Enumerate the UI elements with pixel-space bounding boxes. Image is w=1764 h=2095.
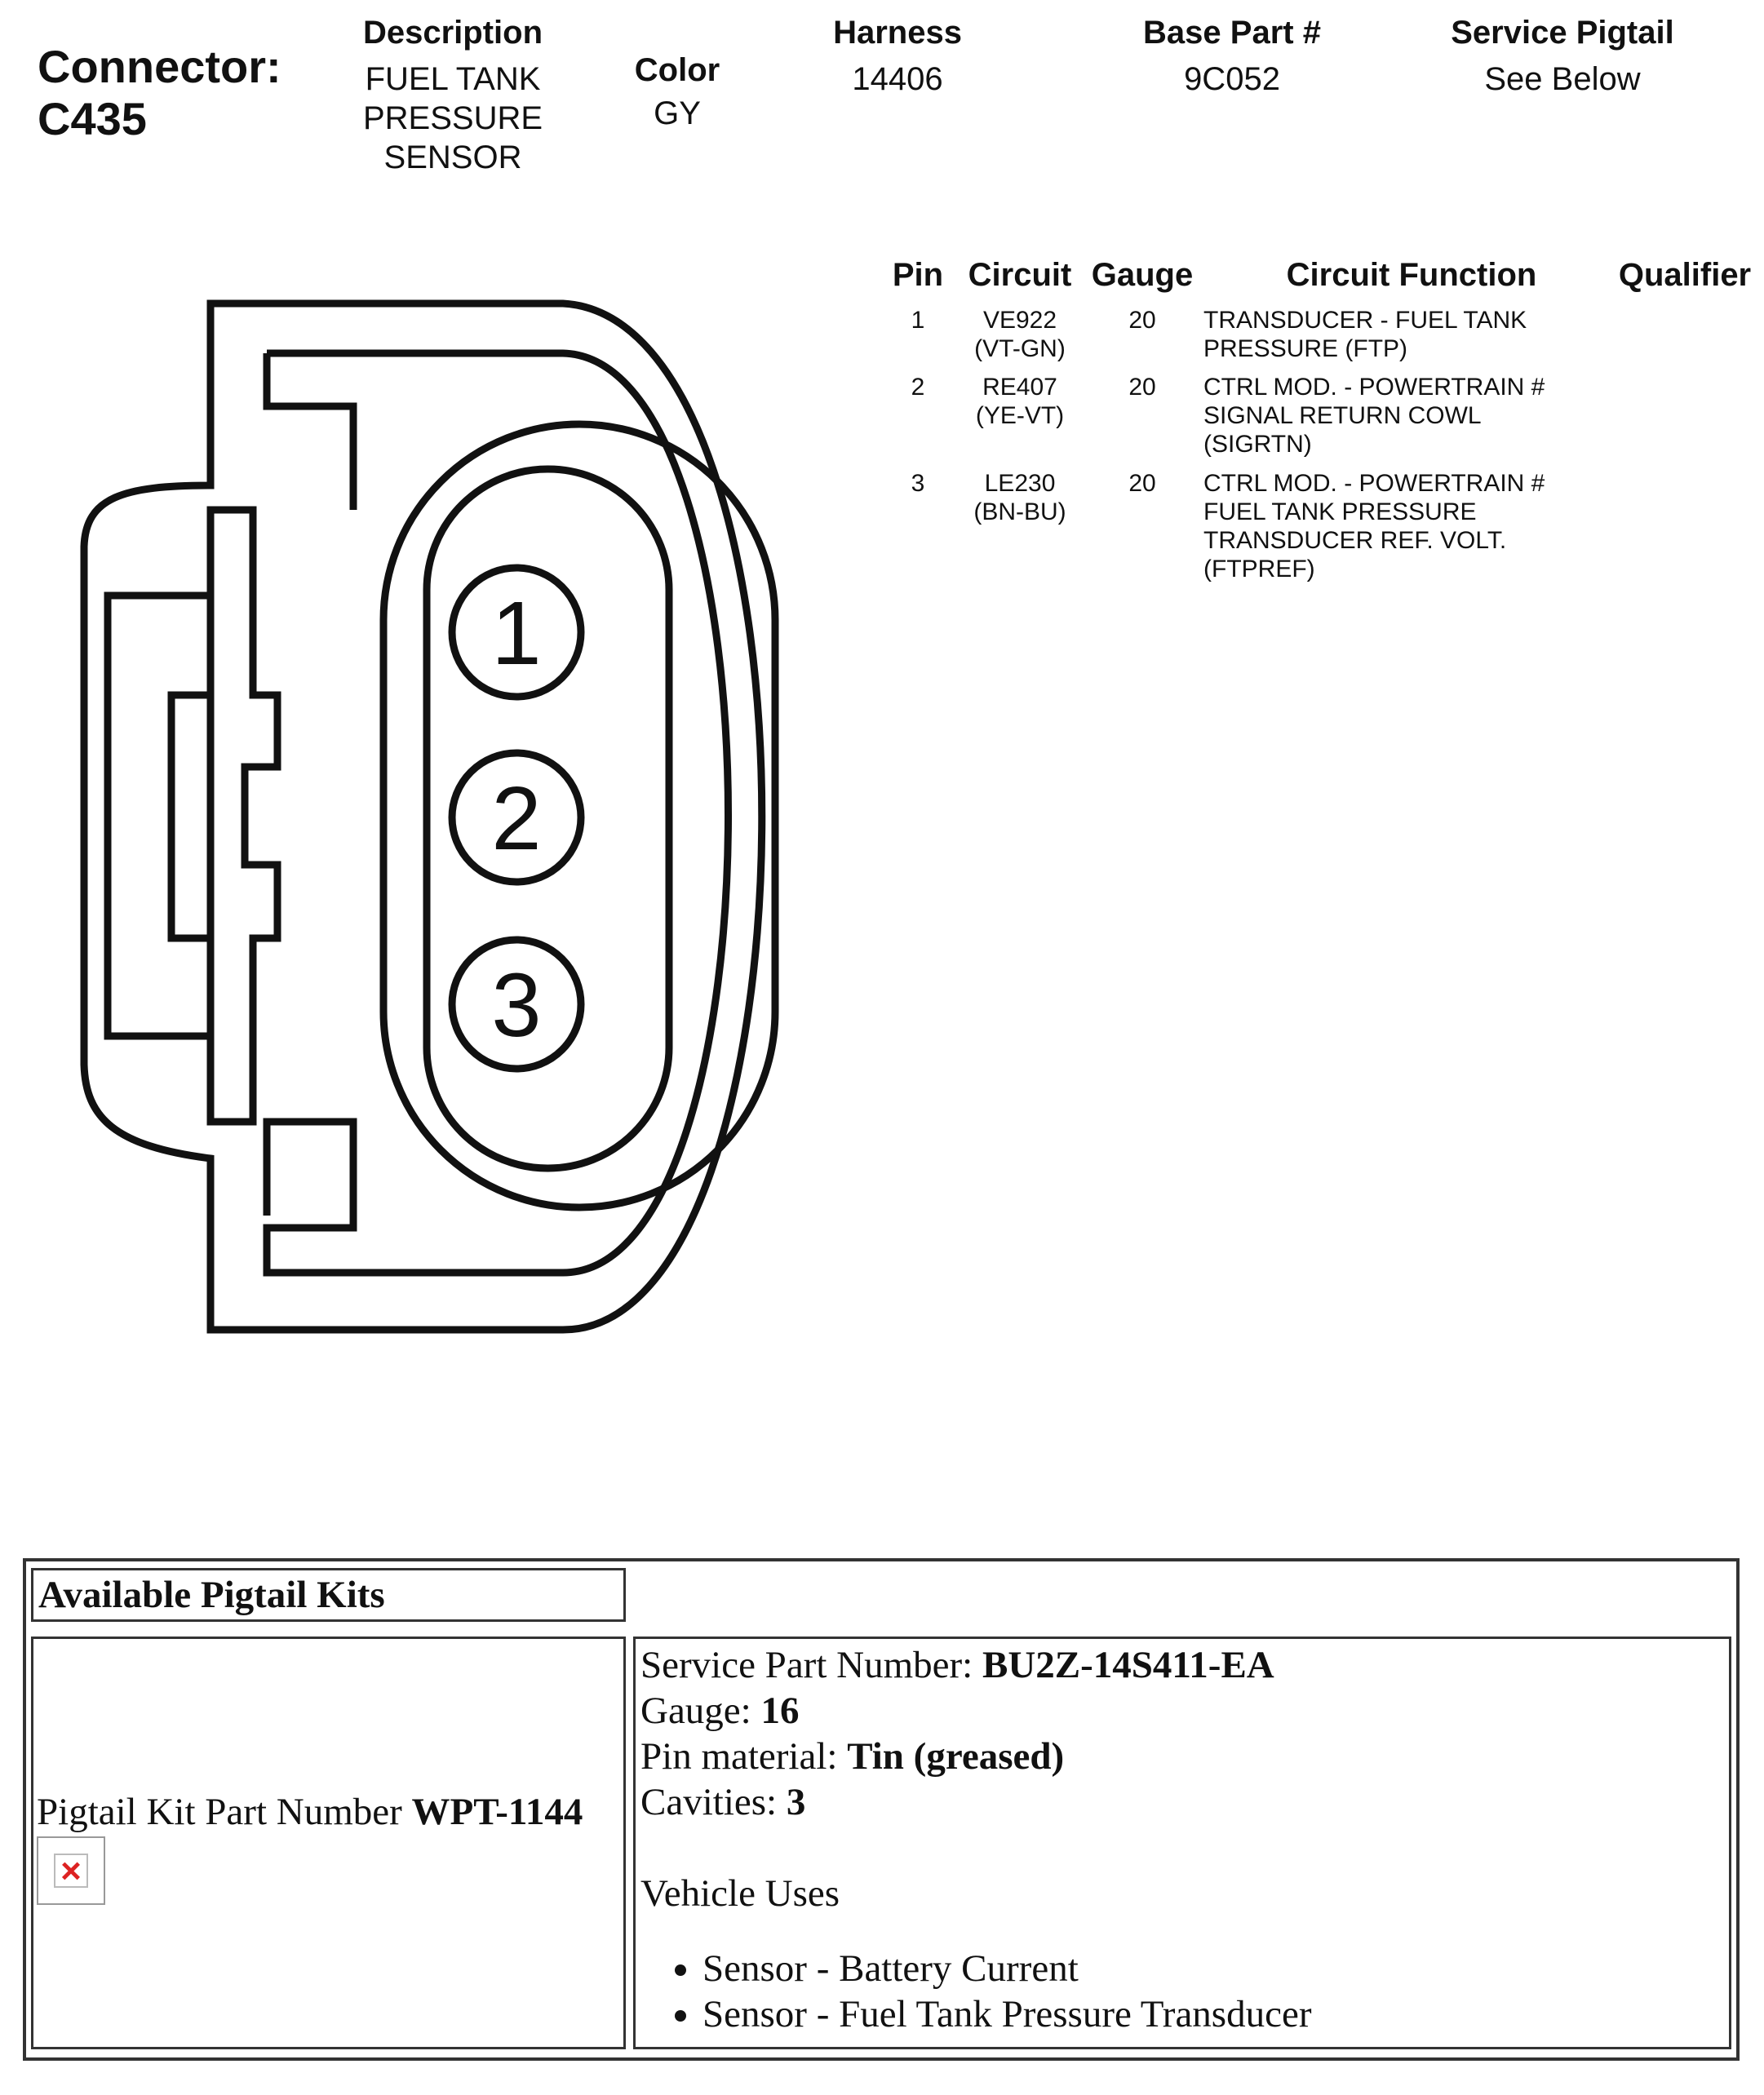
connector-label: Connector: — [38, 41, 281, 92]
function-header: Circuit Function — [1286, 257, 1537, 293]
row-3-pin: 3 — [911, 470, 925, 497]
harness-value: 14406 — [852, 61, 943, 97]
service-pigtail-value: See Below — [1484, 61, 1641, 97]
row-2-wire-color: (YE-VT) — [975, 402, 1065, 429]
close-icon: × — [54, 1854, 88, 1888]
pin-3-label: 3 — [491, 955, 542, 1056]
color-value: GY — [654, 95, 701, 131]
row-1-function — [1203, 306, 1628, 363]
pin-material-line — [640, 1734, 1717, 1779]
list-item: • Sensor - Fuel Tank Pressure Transducer — [702, 1991, 1717, 2037]
cavities-line — [640, 1779, 1717, 1825]
row-2-function-line: CTRL MOD. - POWERTRAIN # — [1203, 374, 1545, 401]
connector-left-rib — [108, 510, 277, 1122]
harness-label: Harness — [833, 15, 962, 51]
row-1-function-line: PRESSURE (FTP) — [1203, 335, 1408, 362]
row-3-function-line: FUEL TANK PRESSURE — [1203, 498, 1477, 525]
pigtail-kit-number: WPT-1144 — [411, 1791, 583, 1833]
vehicle-uses-list — [640, 1946, 1717, 2037]
row-2-function-line: SIGNAL RETURN COWL — [1203, 402, 1482, 429]
row-2-gauge: 20 — [1128, 374, 1156, 401]
color-label: Color — [634, 52, 720, 88]
connector-id: C435 — [38, 93, 147, 144]
pin-material-value: Tin (greased) — [847, 1735, 1065, 1778]
pin-1-label: 1 — [491, 583, 542, 684]
row-1-gauge: 20 — [1128, 307, 1156, 334]
row-3-function-line: (FTPREF) — [1203, 556, 1315, 582]
connector-housing-outline — [84, 303, 762, 1330]
gauge-value: 16 — [760, 1690, 800, 1732]
service-part-label: Service Part Number: — [640, 1644, 973, 1686]
row-1-circuit-id: VE922 — [982, 307, 1057, 334]
row-2-function — [1203, 373, 1628, 458]
row-2-pin: 2 — [911, 374, 925, 401]
pigtail-kit-label: Pigtail Kit Part Number — [37, 1791, 402, 1833]
pin-2-label: 2 — [491, 768, 542, 869]
row-3-gauge: 20 — [1128, 470, 1156, 497]
row-3-function — [1203, 469, 1628, 583]
service-part-value: BU2Z-14S411-EA — [982, 1644, 1274, 1686]
pigtail-kit-line — [37, 1789, 583, 1835]
cavities-label: Cavities: — [640, 1781, 778, 1823]
row-1-wire-color: (VT-GN) — [974, 335, 1066, 362]
list-item: • Sensor - Battery Current — [702, 1946, 1717, 1991]
row-1-function-line: TRANSDUCER - FUEL TANK — [1203, 307, 1527, 334]
base-part-label: Base Part # — [1143, 15, 1321, 51]
row-3-function-line: TRANSDUCER REF. VOLT. — [1203, 527, 1507, 554]
gauge-line — [640, 1688, 1717, 1734]
pigtail-kits-table — [23, 1558, 1740, 2061]
cavities-value: 3 — [786, 1781, 806, 1823]
circuit-header: Circuit — [968, 257, 1072, 293]
pin-material-label: Pin material: — [640, 1735, 838, 1778]
row-3-circuit — [959, 469, 1081, 526]
description-line-3: SENSOR — [383, 140, 522, 175]
service-pigtail-column — [1412, 15, 1713, 99]
base-part-value: 9C052 — [1184, 61, 1280, 97]
qualifier-header: Qualifier — [1618, 257, 1752, 293]
broken-image-icon — [37, 1836, 105, 1905]
row-3-circuit-id: LE230 — [984, 470, 1056, 497]
connector-diagram — [0, 0, 898, 1371]
description-line-2: PRESSURE — [362, 100, 543, 136]
description-label: Description — [362, 15, 543, 51]
service-part-line — [640, 1642, 1717, 1688]
pigtail-section-title: Available Pigtail Kits — [38, 1574, 385, 1616]
row-2-circuit — [959, 373, 1081, 430]
pigtail-kit-cell — [31, 1637, 626, 2049]
description-line-1: FUEL TANK — [365, 61, 541, 97]
gauge-label: Gauge: — [640, 1690, 751, 1732]
row-2-function-line: (SIGRTN) — [1203, 431, 1312, 458]
gauge-header: Gauge — [1091, 257, 1194, 293]
row-1-circuit — [959, 306, 1081, 363]
pin-table — [881, 257, 1752, 600]
pigtail-details-cell — [633, 1637, 1731, 2049]
vehicle-uses-label: Vehicle Uses — [640, 1872, 840, 1915]
pigtail-title-cell — [31, 1568, 626, 1622]
row-1-pin: 1 — [911, 307, 925, 334]
pigtail-details — [640, 1642, 1717, 2037]
base-part-column — [1101, 15, 1363, 99]
row-2-circuit-id: RE407 — [982, 374, 1057, 401]
connector-left-slot — [171, 695, 211, 938]
row-3-function-line: CTRL MOD. - POWERTRAIN # — [1203, 470, 1545, 497]
pin-header: Pin — [892, 257, 944, 293]
service-pigtail-label: Service Pigtail — [1451, 15, 1674, 51]
row-3-wire-color: (BN-BU) — [973, 498, 1066, 525]
